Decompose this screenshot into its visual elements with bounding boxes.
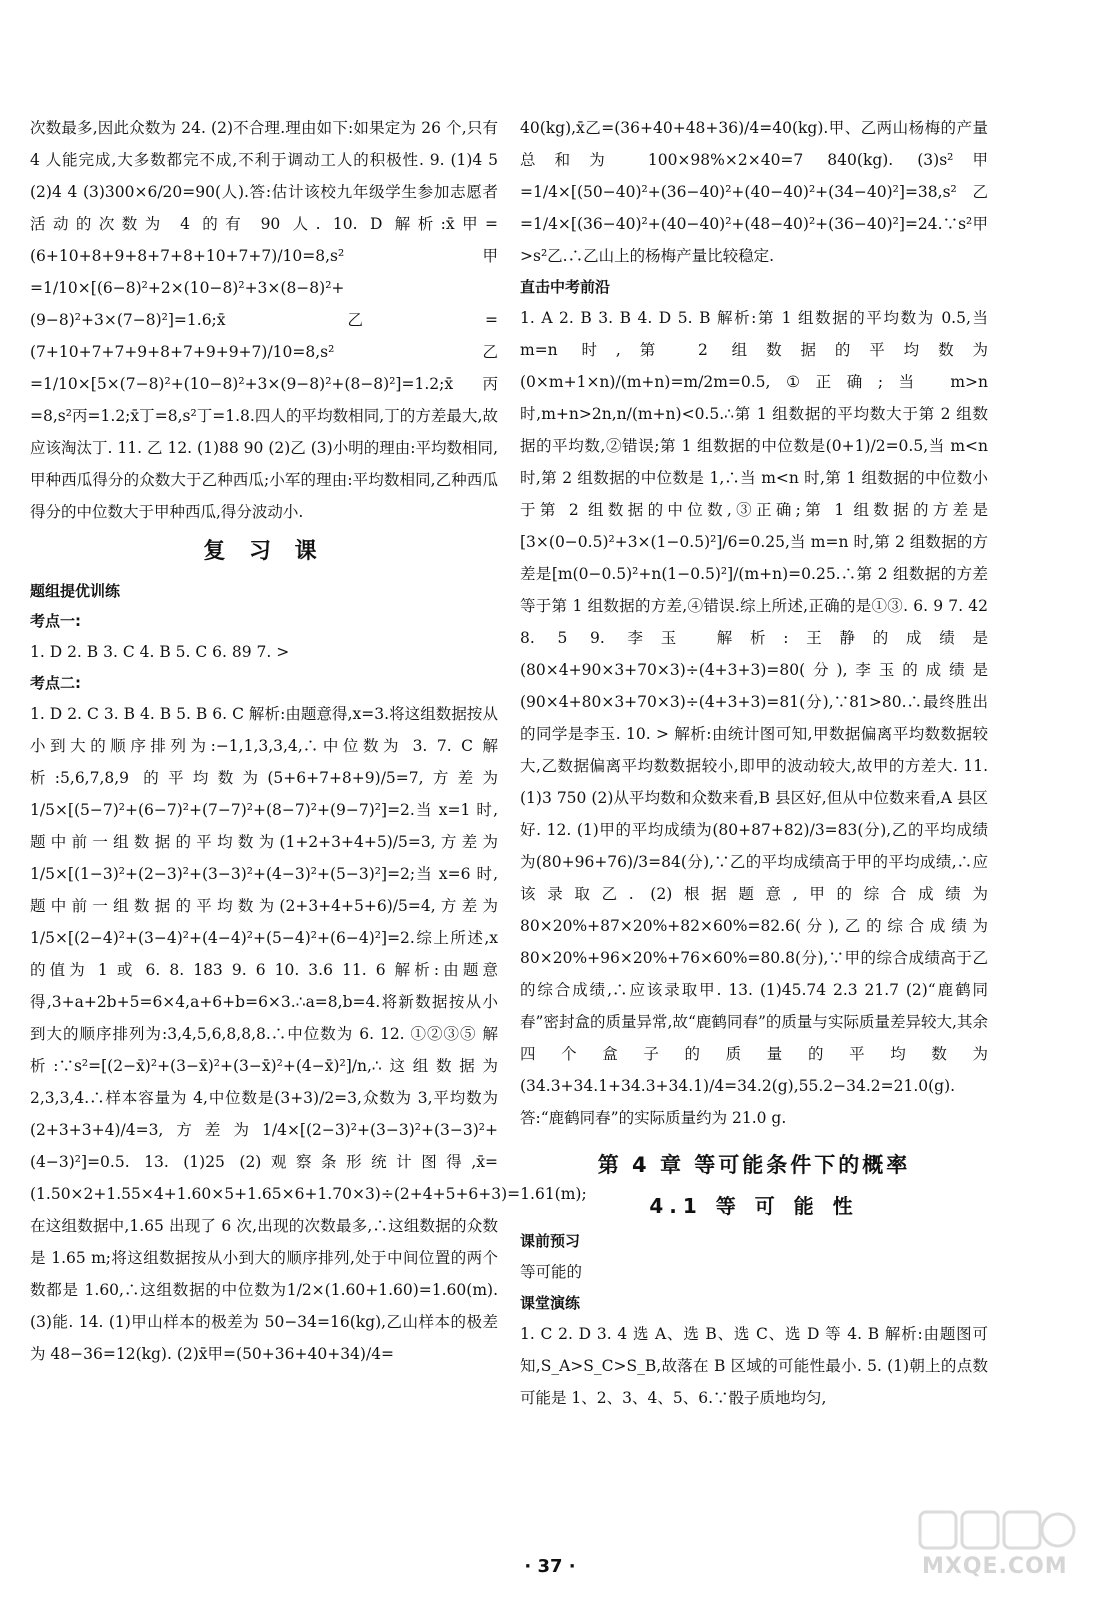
kaodian-1-heading: 考点一: xyxy=(30,612,81,630)
watermark-text: MXQE.COM xyxy=(922,1554,1068,1579)
right-column xyxy=(520,112,988,1414)
section-title: 4.1 等 可 能 性 xyxy=(649,1194,859,1218)
pre-study-answer: 等可能的 xyxy=(520,1263,583,1281)
page-number: · 37 · xyxy=(524,1556,576,1577)
sub-heading-exam-frontier: 直击中考前沿 xyxy=(520,278,611,296)
right-paragraph-1: 40(kg),x̄乙=(36+40+48+36)/4=40(kg).甲、乙两山杨梅的产量总和为 100×98%×2×40=7 840(kg). (3)s²甲=1/4×[(50−40)²+(36−40)²+(40−40)²+(34−40)²]=38,s²乙=1/4×[(36−40)²+(40−40)²+(48−40)²+(36−40)²]=24.∵s²甲>s²乙.∴乙山上的杨梅产量比较稳定. xyxy=(520,119,988,265)
left-paragraph-1: 次数最多,因此众数为 24. (2)不合理.理由如下:如果定为 26 个,只有 4 人能完成,大多数都完不成,不利于调动工人的积极性. 9. (1)4 5 (2)4 4 (3)300×6/20=90(人).答:估计该校九年级学生参加志愿者活动的次数为 4 的有 90 人. 10. D 解析:x̄甲=(6+10+8+9+8+7+8+10+7+7)/10=8,s²甲=1/10×[(6−8)²+2×(10−8)²+3×(8−8)²+(9−8)²+3×(7−8)²]=1.6;x̄乙=(7+10+7+7+9+8+7+9+9+7)/10=8,s²乙=1/10×[5×(7−8)²+(10−8)²+3×(9−8)²+(8−8)²]=1.2;x̄丙=8,s²丙=1.2;x̄丁=8,s²丁=1.8.四人的平均数相同,丁的方差最大,故应该淘汰丁. 11. 乙 12. (1)88 90 (2)乙 (3)小明的理由:平均数相同,甲种西瓜得分的众数大于乙种西瓜;小军的理由:平均数相同,乙种西瓜得分的中位数大于甲种西瓜,得分波动小. xyxy=(30,119,498,521)
sub-heading-group-training: 题组提优训练 xyxy=(30,582,121,600)
kaodian-2-heading: 考点二: xyxy=(30,674,81,692)
kaodian-1-answers: 1. D 2. B 3. C 4. B 5. C 6. 89 7. > xyxy=(30,643,290,661)
review-title: 复 习 课 xyxy=(203,539,325,564)
class-practice-heading: 课堂演练 xyxy=(520,1294,581,1312)
left-paragraph-2: 1. D 2. C 3. B 4. B 5. B 6. C 解析:由题意得,x=3.将这组数据按从小到大的顺序排列为:−1,1,3,3,4,∴中位数为 3. 7. C 解析:5,6,7,8,9 的平均数为(5+6+7+8+9)/5=7,方差为1/5×[(5−7)²+(6−7)²+(7−7)²+(8−7)²+(9−7)²]=2.当 x=1 时,题中前一组数据的平均数为(1+2+3+4+5)/5=3,方差为1/5×[(1−3)²+(2−3)²+(3−3)²+(4−3)²+(5−3)²]=2;当 x=6 时,题中前一组数据的平均数为(2+3+4+5+6)/5=4,方差为1/5×[(2−4)²+(3−4)²+(4−4)²+(5−4)²+(6−4)²]=2.综上所述,x 的值为 1 或 6. 8. 183 9. 6 10. 3.6 11. 6 解析:由题意得,3+a+2b+5=6×4,a+6+b=6×3.∴a=8,b=4.将新数据按从小到大的顺序排列为:3,4,5,6,8,8,8.∴中位数为 6. 12. ①②③⑤ 解析:∵s²=[(2−x̄)²+(3−x̄)²+(3−x̄)²+(4−x̄)²]/n,∴这组数据为 2,3,3,4.∴样本容量为 4,中位数是(3+3)/2=3,众数为 3,平均数为(2+3+3+4)/4=3,方差为1/4×[(2−3)²+(3−3)²+(3−3)²+(4−3)²]=0.5. 13. (1)25 (2)观察条形统计图得,x̄=(1.50×2+1.55×4+1.60×5+1.65×6+1.70×3)÷(2+4+5+6+3)=1.61(m);在这组数据中,1.65 出现了 6 次,出现的次数最多,∴这组数据的众数是 1.65 m;将这组数据按从小到大的顺序排列,处于中间位置的两个数都是 1.60,∴这组数据的中位数为1/2×(1.60+1.60)=1.60(m). (3)能. 14. (1)甲山样本的极差为 50−34=16(kg),乙山样本的极差为 48−36=12(kg). (2)x̄甲=(50+36+40+34)/4= xyxy=(30,705,587,1363)
watermark-icon xyxy=(912,1506,1082,1556)
chapter-title: 第 4 章 等可能条件下的概率 xyxy=(597,1153,911,1177)
right-paragraph-3: 1. C 2. D 3. 4 选 A、选 B、选 C、选 D 等 4. B 解析:由题图可知,S_A>S_C>S_B,故落在 B 区域的可能性最小. 5. (1)朝上的点数可能是 1、2、3、4、5、6.∵骰子质地均匀, xyxy=(520,1325,988,1407)
pre-study-heading: 课前预习 xyxy=(520,1232,581,1250)
right-paragraph-2: 1. A 2. B 3. B 4. D 5. B 解析:第 1 组数据的平均数为 0.5,当 m=n 时,第 2 组数据的平均数为(0×m+1×n)/(m+n)=m/2m=0.5,①正确;当 m>n 时,m+n>2n,n/(m+n)<0.5.∴第 1 组数据的平均数大于第 2 组数据的平均数,②错误;第 1 组数据的中位数是(0+1)/2=0.5,当 m<n 时,第 2 组数据的中位数是 1,∴当 m<n 时,第 1 组数据的中位数小于第 2 组数据的中位数,③正确;第 1 组数据的方差是[3×(0−0.5)²+3×(1−0.5)²]/6=0.25,当 m=n 时,第 2 组数据的方差是[m(0−0.5)²+n(1−0.5)²]/(m+n)=0.25.∴第 2 组数据的方差等于第 1 组数据的方差,④错误.综上所述,正确的是①③. 6. 9 7. 42 8. 5 9. 李玉 解析:王静的成绩是(80×4+90×3+70×3)÷(4+3+3)=80(分),李玉的成绩是(90×4+80×3+70×3)÷(4+3+3)=81(分),∵81>80.∴最终胜出的同学是李玉. 10. > 解析:由统计图可知,甲数据偏离平均数数据较大,乙数据偏离平均数数据较小,即甲的波动较大,故甲的方差大. 11. (1)3 750 (2)从平均数和众数来看,B 县区好,但从中位数来看,A 县区好. 12. (1)甲的平均成绩为(80+87+82)/3=83(分),乙的平均成绩为(80+96+76)/3=84(分),∵乙的平均成绩高于甲的平均成绩,∴应该录取乙. (2)根据题意,甲的综合成绩为 80×20%+87×20%+82×60%=82.6(分),乙的综合成绩为 80×20%+96×20%+76×60%=80.8(分),∵甲的综合成绩高于乙的综合成绩,∴应该录取甲. 13. (1)45.74 2.3 21.7 (2)“鹿鹤同春”密封盒的质量异常,故“鹿鹤同春”的质量与实际质量差异较大,其余四个盒子的质量的平均数为(34.3+34.1+34.3+34.1)/4=34.2(g),55.2−34.2=21.0(g).答:“鹿鹤同春”的实际质量约为 21.0 g. xyxy=(520,309,988,1127)
watermark-logo xyxy=(912,1506,1082,1592)
